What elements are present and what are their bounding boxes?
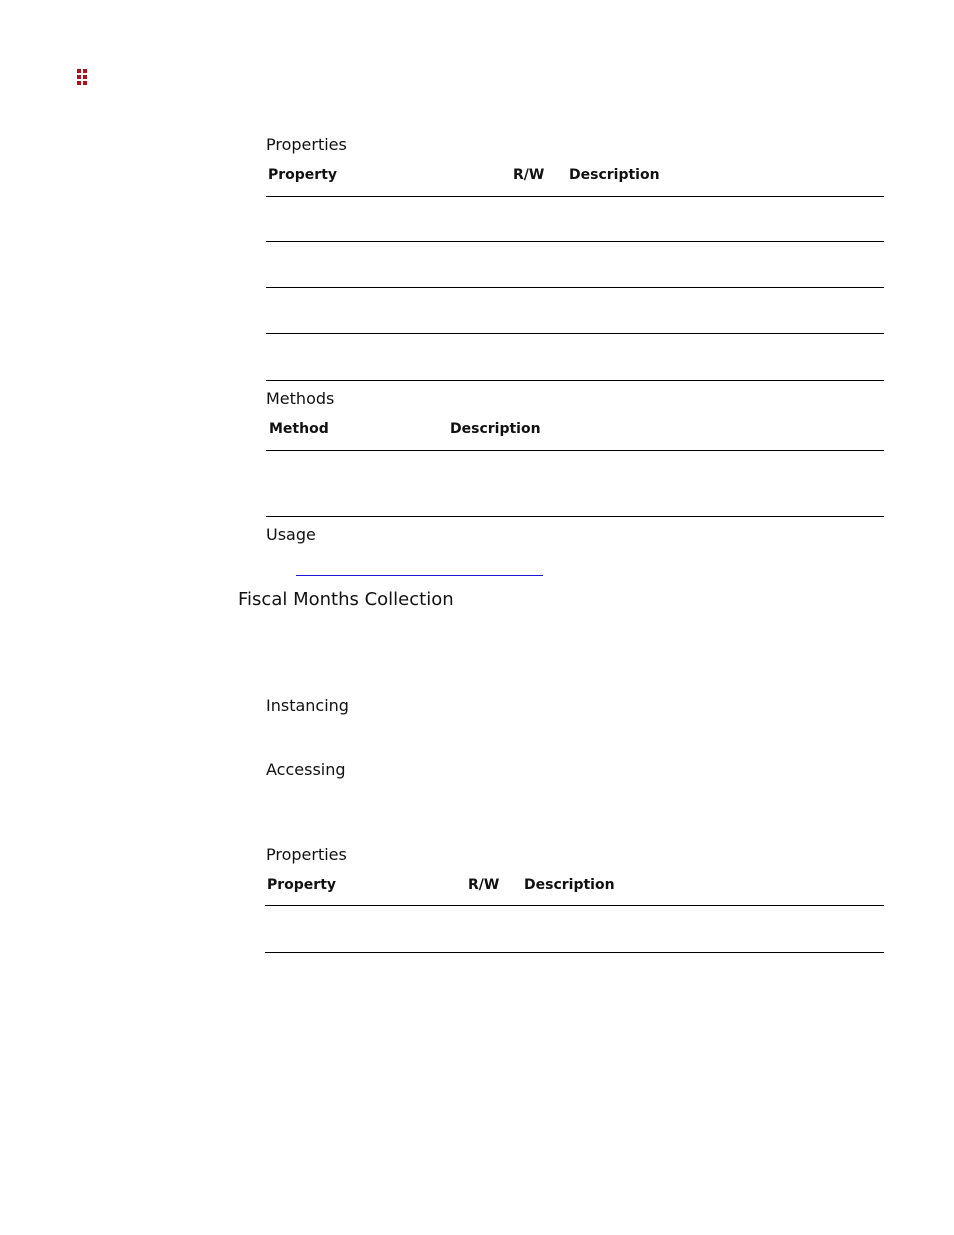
table-header-rule (266, 450, 884, 451)
column-header-description: Description (450, 421, 541, 437)
properties-heading: Properties (266, 135, 347, 154)
usage-link[interactable] (296, 575, 543, 576)
table-row-rule (265, 952, 884, 953)
usage-heading: Usage (266, 525, 316, 544)
column-header-rw: R/W (468, 877, 500, 893)
column-header-description: Description (524, 877, 615, 893)
methods-heading: Methods (266, 389, 335, 408)
table-row-rule (266, 333, 884, 334)
column-header-method: Method (269, 421, 329, 437)
table-header-rule (266, 196, 884, 197)
table-row-rule (266, 241, 884, 242)
column-header-rw: R/W (513, 167, 545, 183)
table-row-rule (266, 380, 884, 381)
column-header-property: Property (268, 167, 338, 183)
table-header-rule (265, 905, 884, 906)
column-header-description: Description (569, 167, 660, 183)
properties-heading: Properties (266, 845, 347, 864)
company-logo-icon (77, 69, 89, 85)
instancing-heading: Instancing (266, 696, 349, 715)
accessing-heading: Accessing (266, 760, 346, 779)
table-row-rule (266, 516, 884, 517)
table-row-rule (266, 287, 884, 288)
column-header-property: Property (267, 877, 337, 893)
fiscal-months-collection-heading: Fiscal Months Collection (238, 589, 454, 610)
